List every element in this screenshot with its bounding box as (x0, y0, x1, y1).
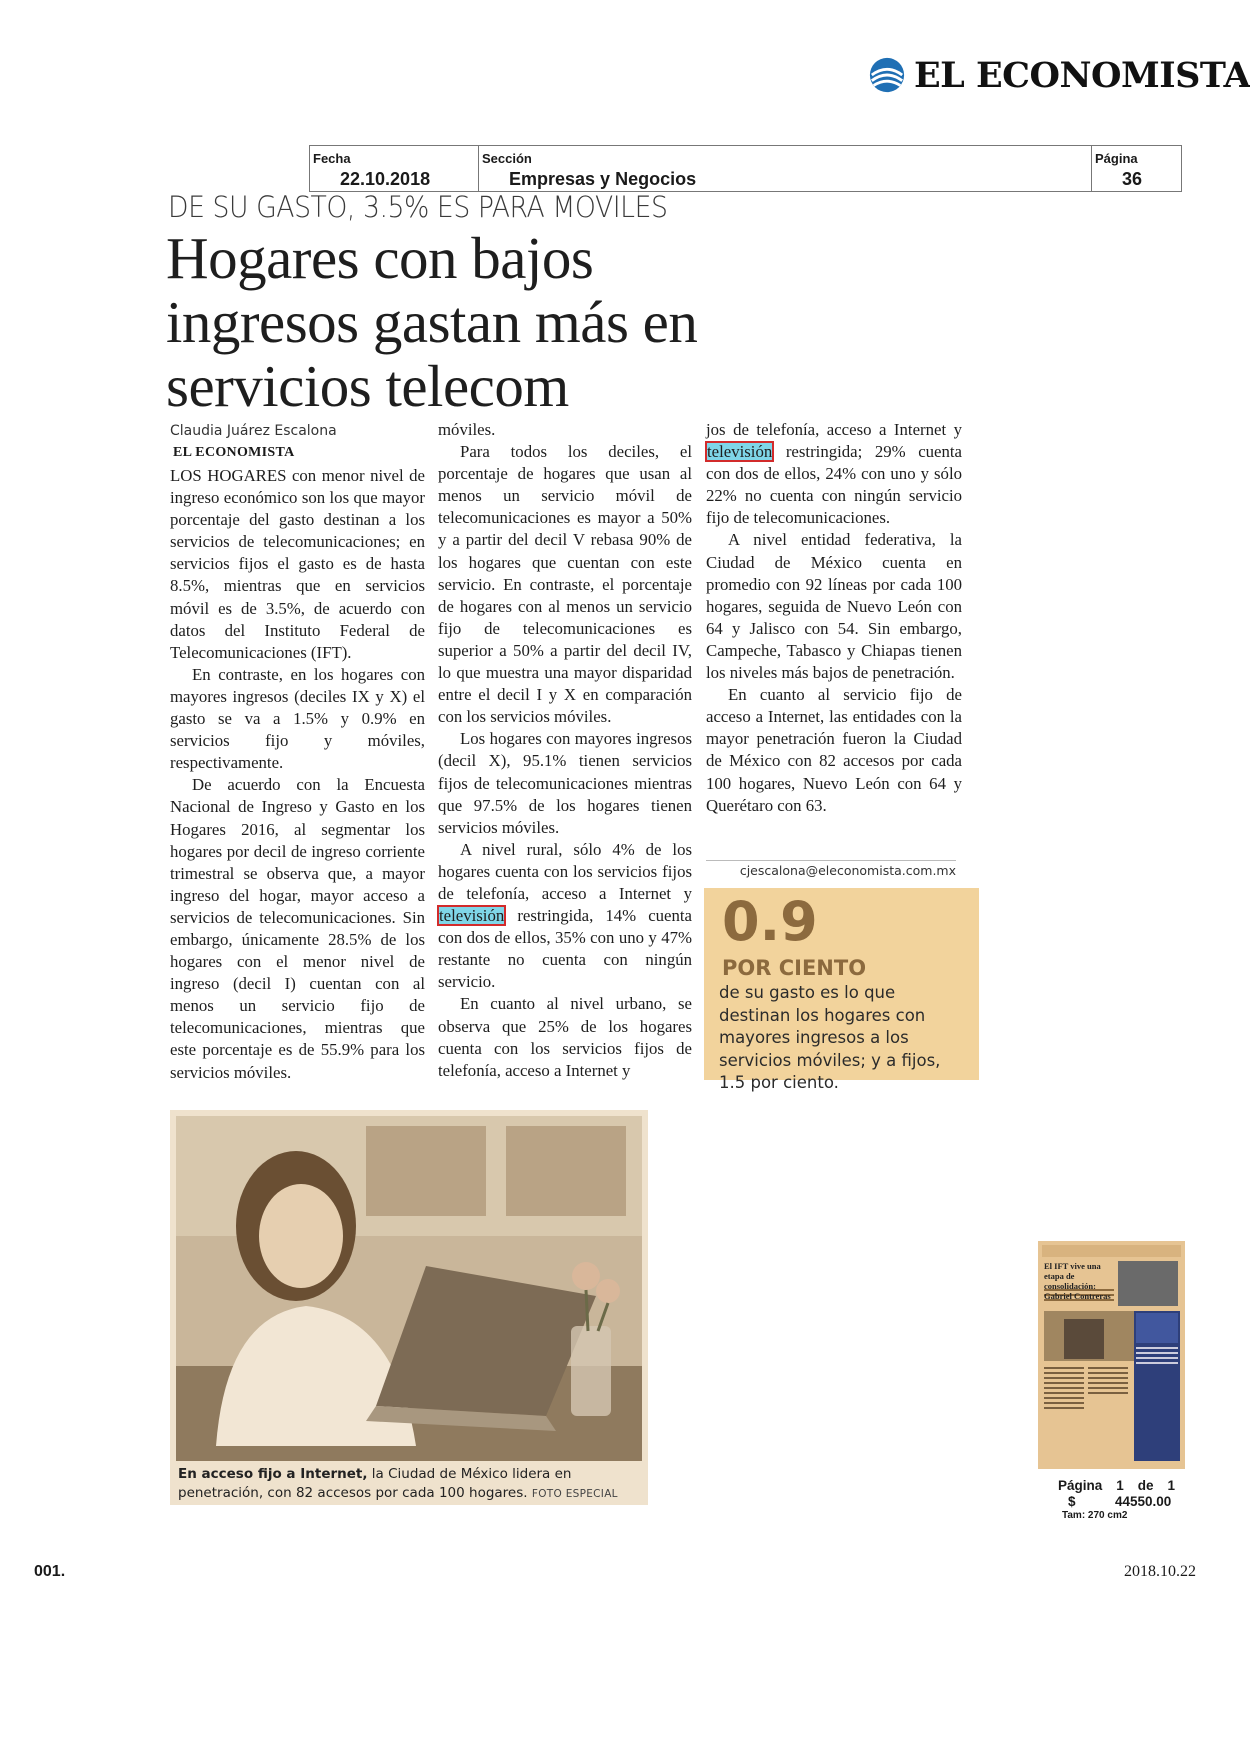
article-column-2 (438, 419, 692, 1080)
stat-unit: POR CIENTO (722, 956, 867, 980)
paragraph-1: LOS HOGARES con menor nivel de ingreso económico son los que mayor porcentaje del gasto destinan a los servicios de telecomunicaciones; en servicios fijos el gasto es de hasta 8.5%, mientras que en servicios móvil es de 3.5%, de acuerdo con datos del Instituto Federal de Telecomunicaciones (IFT). (170, 466, 425, 662)
page-info-label: Página (1058, 1478, 1103, 1493)
paragraph-4: Para todos los deciles, el porcentaje de hogares que usan al menos un servicio móvil de telecomunicaciones es mayor a 50% y a partir del decil V rebasa 90% de los hogares que cuentan con este servicio. En contraste, el porcentaje de hogares con al menos un servicio fijo de telecomunicaciones es superior a 50% a partir del decil IV, lo que muestra una mayor disparidad entre el decil I y X en comparación con los servicios móviles. (438, 442, 692, 727)
pagina-cell (1092, 146, 1179, 191)
cost-row (1058, 1494, 1188, 1510)
paragraph-7-tail: jos de telefonía, acceso a Internet y (706, 420, 962, 439)
article-outlet: EL ECONOMISTA (173, 445, 295, 460)
paragraph-7-start (438, 993, 692, 1080)
article-column-1 (170, 465, 425, 1082)
globe-logo-icon (868, 56, 906, 94)
paragraph-6-part-a: A nivel rural, sólo 4% de los hogares cuenta con los servicios fijos de telefonía, acceso a Internet y (438, 839, 692, 903)
fecha-cell (310, 146, 479, 191)
article-photo (170, 1110, 648, 1505)
caption-text: la Ciudad de México lidera en penetración, con 82 accesos por cada 100 hogares. (178, 1466, 572, 1501)
page-info-total: 1 (1167, 1478, 1176, 1493)
seccion-label: Sección (482, 151, 532, 166)
logo-text: EL ECONOMISTA (914, 54, 1250, 96)
stat-description: de su gasto es lo que destinan los hogares con mayores ingresos a los servicios móviles; y a fijos, 1.5 por ciento. (719, 983, 941, 1092)
paragraph-6 (438, 839, 692, 994)
seccion-value: Empresas y Negocios (509, 169, 697, 189)
document-date: 2018.10.22 (1124, 1563, 1196, 1580)
photo-credit: FOTO ESPECIAL (531, 1488, 618, 1500)
clipping-size: Tam: 270 cm2 (1062, 1510, 1128, 1521)
woman-laptop-photo-illustration (176, 1116, 642, 1461)
article-column-3 (706, 419, 962, 817)
article-author: Claudia Juárez Escalona (170, 423, 337, 439)
stat-number: 0.9 (722, 890, 818, 953)
article-headline: Hogares con bajos ingresos gastan más en servicios telecom (166, 225, 698, 419)
cost-amount: 44550.00 (1115, 1494, 1172, 1509)
caption-bold: En acceso fijo a Internet, (178, 1466, 368, 1482)
paragraph-7-continued (706, 419, 962, 529)
document-number: 001. (34, 1563, 66, 1580)
paragraph-3-continued: móviles. (438, 420, 496, 439)
paragraph-5: Los hogares con mayores ingresos (decil X), 95.1% tienen servicios fijos de telecomunicaciones mientras que 97.5% de los hogares tienen servicios móviles. (438, 729, 692, 837)
paragraph-3: De acuerdo con la Encuesta Nacional de Ingreso y Gasto en los Hogares 2016, al segmentar los hogares por decil de ingreso corriente trimestral se observa que, a mayor ingreso del hogar, mayor acceso a servicios de telecomunicaciones. Sin embargo, únicamente 28.5% de los hogares con el menor nivel de ingreso (decil I) cuentan con al menos un servicio fijo de telecomunicaciones, mientras que este porcentaje es de 55.9% para los servicios móviles. (170, 775, 425, 1082)
page-info (1058, 1478, 1188, 1510)
stat-callout-box (704, 888, 979, 1092)
highlighted-keyword-2: televisión (707, 442, 773, 462)
seccion-cell (479, 146, 1092, 191)
paragraph-6-part-b: restringida, 14% cuenta con dos de ellos, 35% con uno y 47% restante no cuenta con ningún servicio. (438, 906, 692, 992)
photo-caption (178, 1465, 638, 1504)
pagina-label: Página (1095, 151, 1138, 166)
highlighted-keyword: televisión (439, 906, 505, 926)
publication-logo (868, 52, 1250, 98)
paragraph-2: En contraste, en los hogares con mayores ingresos (deciles IX y X) el gasto se va a 1.5% y 0.9% en servicios fijo y móviles, respectivamente. (170, 664, 425, 773)
pagina-value: 36 (1122, 169, 1143, 189)
paragraph-7-part-b: restringida; 29% cuenta con dos de ellos, 24% con uno y sólo 22% no cuenta con ningún servicio fijo de telecomunicaciones. (706, 442, 962, 528)
author-email: cjescalona@eleconomista.com.mx (706, 860, 956, 878)
article-kicker: DE SU GASTO, 3.5% ES PARA MOVILES (168, 190, 668, 224)
page-thumbnail[interactable] (1038, 1241, 1185, 1469)
page-count-row (1058, 1478, 1188, 1494)
fecha-label: Fecha (313, 151, 351, 166)
currency-symbol: $ (1068, 1494, 1076, 1509)
fecha-value: 22.10.2018 (340, 169, 431, 189)
paragraph-9: En cuanto al servicio fijo de acceso a Internet, las entidades con la mayor penetración fueron la Ciudad de México con 82 accesos por cada 100 hogares, Nuevo León con 64 y Querétaro con 63. (706, 685, 962, 815)
paragraph-7-part-a: En cuanto al nivel urbano, se observa que 25% de los hogares cuenta con los servicios fijos de telefonía, acceso a Internet y (438, 994, 692, 1080)
page-info-number: 1 (1116, 1478, 1124, 1493)
page-info-de: de (1137, 1478, 1154, 1493)
clipping-header-table (309, 145, 1182, 192)
thumbnail-headline: El IFT vive una etapa de consolidación: Gabriel Contreras (1044, 1261, 1111, 1301)
paragraph-8: A nivel entidad federativa, la Ciudad de México cuenta en promedio con 92 líneas por cada 100 hogares, seguida de Nuevo León con 64 y Jalisco con 54. Sin embargo, Campeche, Tabasco y Chiapas tienen los niveles más bajos de penetración. (706, 530, 962, 683)
